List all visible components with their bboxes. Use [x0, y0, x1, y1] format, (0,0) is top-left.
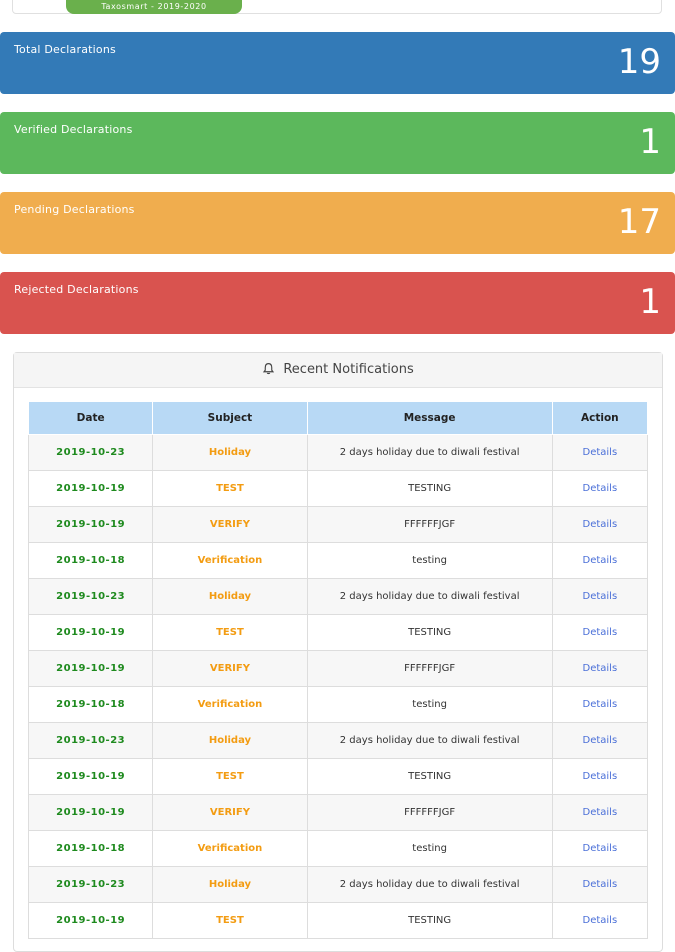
details-link[interactable]: Details	[552, 831, 647, 867]
row-subject: VERIFY	[153, 651, 307, 687]
verified-declarations-card[interactable]	[0, 112, 675, 174]
row-subject: Verification	[153, 543, 307, 579]
panel-title: Recent Notifications	[283, 362, 414, 377]
row-message: FFFFFFJGF	[307, 507, 552, 543]
row-message: testing	[307, 831, 552, 867]
row-message: 2 days holiday due to diwali festival	[307, 579, 552, 615]
row-subject: Verification	[153, 831, 307, 867]
row-message: 2 days holiday due to diwali festival	[307, 867, 552, 903]
row-message: 2 days holiday due to diwali festival	[307, 435, 552, 471]
details-link[interactable]: Details	[552, 723, 647, 759]
table-row	[29, 723, 648, 759]
financial-year-badge: Taxosmart - 2019-2020	[66, 0, 242, 14]
details-link[interactable]: Details	[552, 903, 647, 939]
row-date: 2019-10-23	[29, 867, 153, 903]
panel-heading	[14, 353, 662, 388]
details-link[interactable]: Details	[552, 867, 647, 903]
details-link[interactable]: Details	[552, 579, 647, 615]
notifications-table	[28, 401, 648, 939]
row-subject: Holiday	[153, 579, 307, 615]
row-date: 2019-10-19	[29, 615, 153, 651]
row-subject: Holiday	[153, 867, 307, 903]
verified-declarations-count: 1	[639, 122, 661, 162]
total-declarations-label: Total Declarations	[14, 43, 116, 56]
table-row	[29, 867, 648, 903]
table-row	[29, 831, 648, 867]
row-message: TESTING	[307, 615, 552, 651]
row-date: 2019-10-18	[29, 687, 153, 723]
table-header-row	[29, 402, 648, 435]
verified-declarations-label: Verified Declarations	[14, 123, 133, 136]
table-row	[29, 543, 648, 579]
details-link[interactable]: Details	[552, 651, 647, 687]
table-row	[29, 435, 648, 471]
table-row	[29, 759, 648, 795]
table-row	[29, 651, 648, 687]
rejected-declarations-card[interactable]	[0, 272, 675, 334]
details-link[interactable]: Details	[552, 687, 647, 723]
details-link[interactable]: Details	[552, 507, 647, 543]
row-date: 2019-10-23	[29, 579, 153, 615]
table-row	[29, 579, 648, 615]
table-row	[29, 615, 648, 651]
table-row	[29, 471, 648, 507]
details-link[interactable]: Details	[552, 795, 647, 831]
row-subject: VERIFY	[153, 507, 307, 543]
details-link[interactable]: Details	[552, 759, 647, 795]
row-date: 2019-10-23	[29, 435, 153, 471]
row-subject: VERIFY	[153, 795, 307, 831]
row-date: 2019-10-19	[29, 759, 153, 795]
row-message: FFFFFFJGF	[307, 795, 552, 831]
row-date: 2019-10-18	[29, 831, 153, 867]
row-date: 2019-10-23	[29, 723, 153, 759]
bell-icon	[262, 362, 283, 377]
table-row	[29, 795, 648, 831]
row-subject: TEST	[153, 471, 307, 507]
column-header-subject[interactable]: Subject	[153, 402, 307, 435]
table-row	[29, 507, 648, 543]
rejected-declarations-label: Rejected Declarations	[14, 283, 139, 296]
details-link[interactable]: Details	[552, 543, 647, 579]
row-message: 2 days holiday due to diwali festival	[307, 723, 552, 759]
row-subject: TEST	[153, 903, 307, 939]
row-message: TESTING	[307, 471, 552, 507]
total-declarations-card[interactable]	[0, 32, 675, 94]
details-link[interactable]: Details	[552, 471, 647, 507]
row-subject: Verification	[153, 687, 307, 723]
column-header-action[interactable]: Action	[552, 402, 647, 435]
rejected-declarations-count: 1	[639, 282, 661, 322]
table-row	[29, 903, 648, 939]
column-header-message[interactable]: Message	[307, 402, 552, 435]
row-subject: TEST	[153, 615, 307, 651]
row-date: 2019-10-18	[29, 543, 153, 579]
row-message: TESTING	[307, 759, 552, 795]
row-message: testing	[307, 687, 552, 723]
row-date: 2019-10-19	[29, 795, 153, 831]
row-message: testing	[307, 543, 552, 579]
pending-declarations-label: Pending Declarations	[14, 203, 135, 216]
row-date: 2019-10-19	[29, 507, 153, 543]
pending-declarations-card[interactable]	[0, 192, 675, 254]
row-date: 2019-10-19	[29, 471, 153, 507]
column-header-date[interactable]: Date	[29, 402, 153, 435]
recent-notifications-panel	[13, 352, 663, 952]
details-link[interactable]: Details	[552, 435, 647, 471]
row-date: 2019-10-19	[29, 903, 153, 939]
pending-declarations-count: 17	[617, 202, 661, 242]
row-message: FFFFFFJGF	[307, 651, 552, 687]
table-row	[29, 687, 648, 723]
row-subject: Holiday	[153, 435, 307, 471]
row-date: 2019-10-19	[29, 651, 153, 687]
total-declarations-count: 19	[617, 42, 661, 82]
row-message: TESTING	[307, 903, 552, 939]
row-subject: TEST	[153, 759, 307, 795]
row-subject: Holiday	[153, 723, 307, 759]
details-link[interactable]: Details	[552, 615, 647, 651]
